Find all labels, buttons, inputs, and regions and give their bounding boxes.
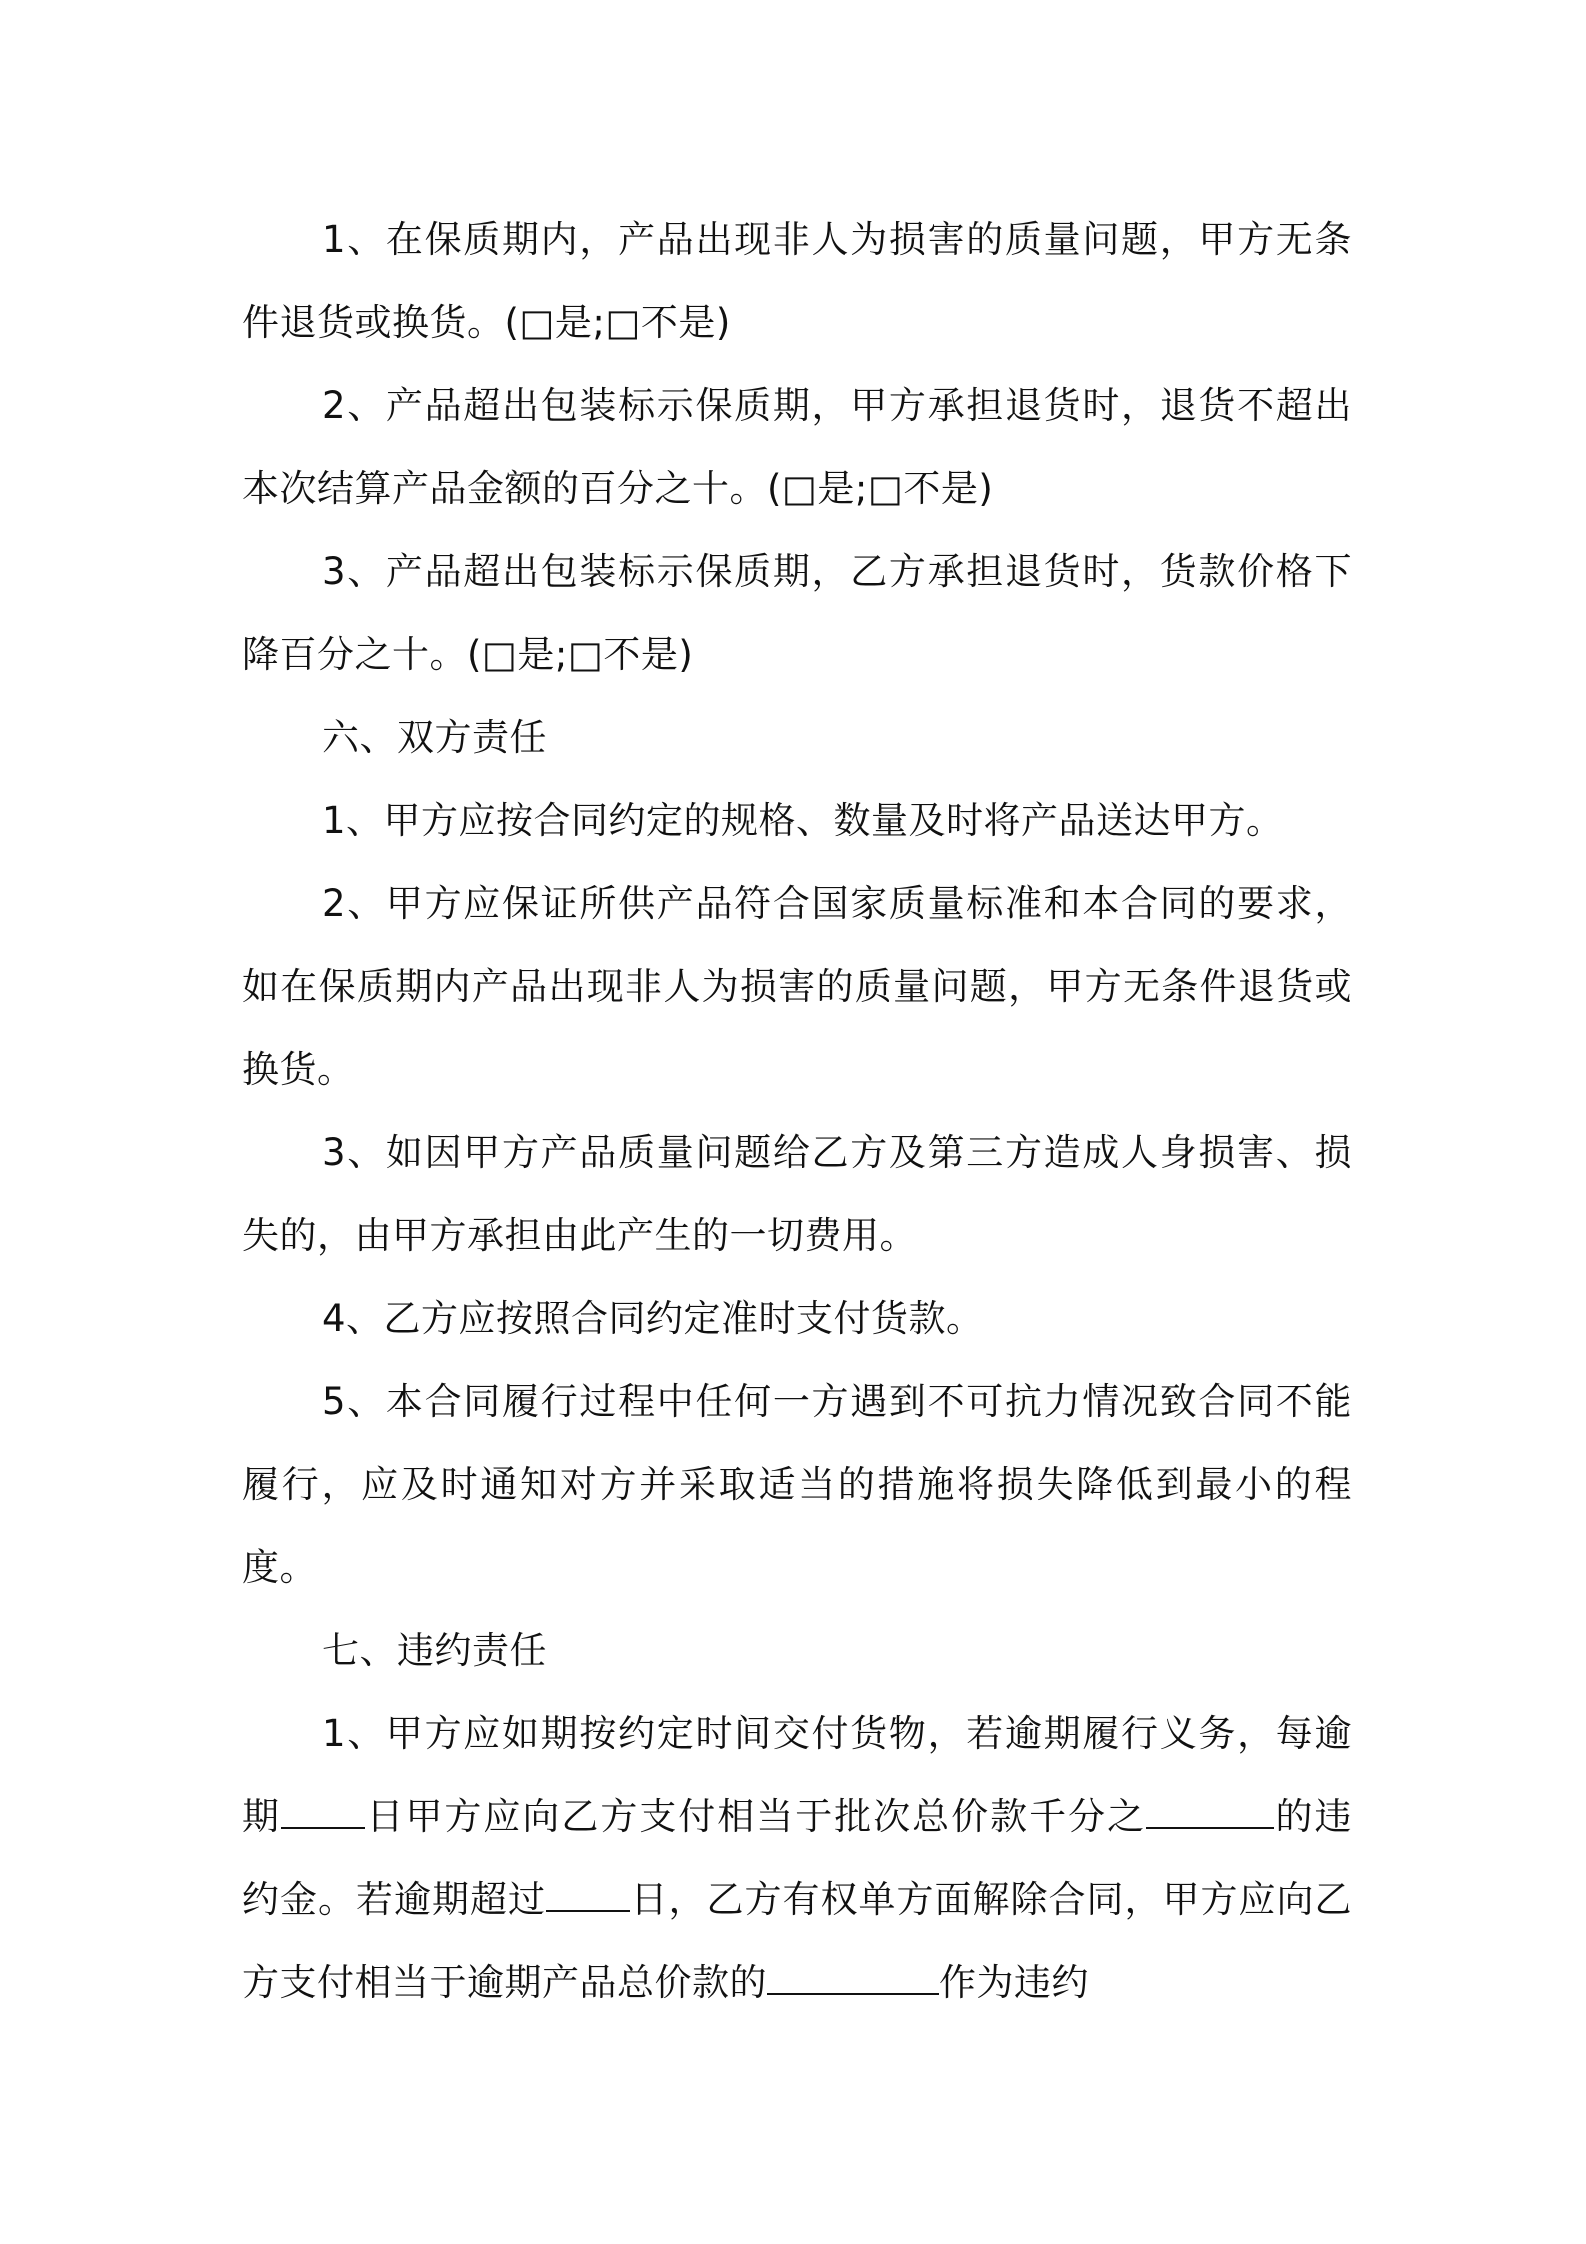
- fill-blank-penalty-ratio: [767, 1960, 939, 1995]
- clause-5-item-2: 2、产品超出包装标示保质期，甲方承担退货时，退货不超出本次结算产品金额的百分之十。(□是;□不是): [242, 384, 1352, 510]
- section-6-heading: 六、双方责任: [322, 716, 547, 759]
- clause-5-item-1: 1、在保质期内，产品出现非人为损害的质量问题，甲方无条件退货或换货。(□是;□不是): [242, 218, 1352, 344]
- section-6-item-5: 5、本合同履行过程中任何一方遇到不可抗力情况致合同不能履行，应及时通知对方并采取适当的措施将损失降低到最小的程度。: [242, 1380, 1352, 1589]
- section-7-item-1-text-c: 的违约金。若逾期超过: [242, 1795, 1353, 1921]
- section-7-item-1-text-a: 1、甲方应如期按约定时间交付货物，若逾期履行义务，每逾期: [242, 1712, 1352, 1838]
- section-7-item-1: [242, 1692, 1352, 2024]
- fill-blank-max-days: [546, 1877, 630, 1912]
- section-6-item-2: 2、甲方应保证所供产品符合国家质量标准和本合同的要求，如在保质期内产品出现非人为损害的质量问题，甲方无条件退货或换货。: [242, 882, 1352, 1091]
- section-7-heading: 七、违约责任: [322, 1629, 547, 1672]
- section-7-item-1-text-e: 作为违约: [939, 1961, 1089, 2004]
- section-6-item-4: 4、乙方应按照合同约定准时支付货款。: [322, 1297, 984, 1340]
- section-6-item-3: 3、如因甲方产品质量问题给乙方及第三方造成人身损害、损失的，由甲方承担由此产生的一切费用。: [242, 1131, 1352, 1257]
- section-7-item-1-text-b: 日甲方应向乙方支付相当于批次总价款千分之: [364, 1795, 1147, 1838]
- fill-blank-overdue-days: [281, 1794, 365, 1829]
- section-6-item-1: 1、甲方应按合同约定的规格、数量及时将产品送达甲方。: [322, 799, 1284, 842]
- fill-blank-per-mille: [1146, 1794, 1274, 1829]
- clause-5-item-3: 3、产品超出包装标示保质期，乙方承担退货时，货款价格下降百分之十。(□是;□不是): [242, 550, 1352, 676]
- document-body: [242, 198, 1352, 2024]
- section-7-item-1-text-d: 日，乙方有权单方面解除合同，甲方应向乙方支付相当于逾期产品总价款的: [242, 1878, 1352, 2004]
